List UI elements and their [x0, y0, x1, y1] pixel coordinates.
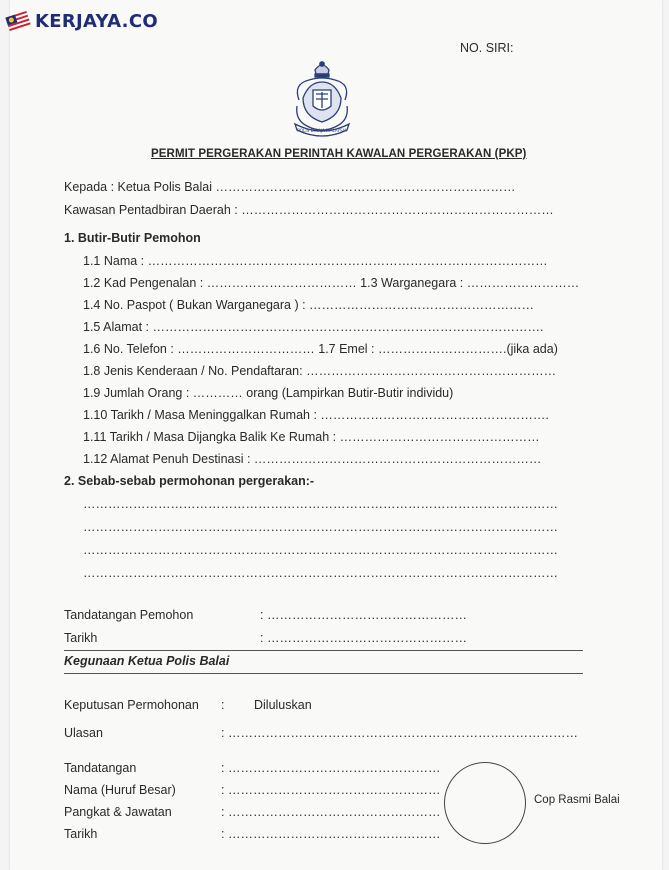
police-crest-icon — [285, 56, 359, 140]
malaysia-flag-icon — [4, 10, 32, 32]
kepada-field[interactable]: Kepada : Ketua Polis Balai ……………………………………………………………… — [64, 180, 516, 194]
officer-signature-label: Tandatangan — [64, 761, 137, 775]
divider-bottom — [64, 673, 583, 674]
reason-line[interactable]: …………………………………………………………………………………………………… — [83, 497, 558, 511]
remarks-label: Ulasan — [64, 726, 103, 740]
decision-colon: : — [221, 698, 225, 712]
decision-value[interactable]: Diluluskan — [254, 698, 312, 712]
official-use-heading: Kegunaan Ketua Polis Balai — [64, 654, 230, 668]
section-reason-heading: 2. Sebab-sebab permohonan pergerakan:- — [64, 474, 315, 488]
passport-field[interactable]: 1.4 No. Paspot ( Bukan Warganegara ) : ……………………………………………… — [83, 298, 535, 312]
officer-signature-field[interactable]: : …………………………………………… — [221, 761, 441, 775]
reason-line[interactable]: …………………………………………………………………………………………………… — [83, 520, 558, 534]
applicant-date-field[interactable]: : ………………………………………… — [260, 631, 467, 645]
return-time-field[interactable]: 1.11 Tarikh / Masa Dijangka Balik Ke Rumah : ………………………………………… — [83, 430, 540, 444]
officer-name-label: Nama (Huruf Besar) — [64, 783, 176, 797]
official-stamp-area[interactable] — [444, 762, 526, 844]
kawasan-field[interactable]: Kawasan Pentadbiran Daerah : ………………………………………………………………… — [64, 203, 554, 217]
officer-rank-label: Pangkat & Jawatan — [64, 805, 172, 819]
serial-number-label: NO. SIRI: — [460, 41, 514, 55]
remarks-field[interactable]: : ………………………………………………………………………… — [221, 726, 578, 740]
applicant-signature-label: Tandatangan Pemohon — [64, 608, 194, 622]
brand-logo[interactable] — [4, 10, 158, 32]
stamp-label: Cop Rasmi Balai — [534, 794, 620, 806]
officer-name-field[interactable]: : …………………………………………… — [221, 783, 441, 797]
officer-date-field[interactable]: : …………………………………………… — [221, 827, 441, 841]
applicant-signature-field[interactable]: : ………………………………………… — [260, 608, 467, 622]
divider-top — [64, 650, 583, 651]
address-field[interactable]: 1.5 Alamat : …………………………………………………………………………………. — [83, 320, 544, 334]
brand-name: KERJAYA.CO — [35, 10, 158, 32]
svg-text:POLIS DIRAJA MALAYSIA: POLIS DIRAJA MALAYSIA — [297, 128, 347, 133]
name-field[interactable]: 1.1 Nama : …………………………………………………………………………………… — [83, 254, 548, 268]
reason-line[interactable]: …………………………………………………………………………………………………… — [83, 543, 558, 557]
section-applicant-heading: 1. Butir-Butir Pemohon — [64, 231, 201, 245]
officer-rank-field[interactable]: : …………………………………………… — [221, 805, 441, 819]
permit-title: PERMIT PERGERAKAN PERINTAH KAWALAN PERGERAKAN (PKP) — [151, 148, 527, 160]
decision-label: Keputusan Permohonan — [64, 698, 199, 712]
vehicle-field[interactable]: 1.8 Jenis Kenderaan / No. Pendaftaran: …………………………………………………… — [83, 364, 557, 378]
officer-date-label: Tarikh — [64, 827, 98, 841]
phone-email-field[interactable]: 1.6 No. Telefon : …………………………… 1.7 Emel : ………………………….(jika ada) — [83, 342, 558, 356]
people-count-field[interactable]: 1.9 Jumlah Orang : ………… orang (Lampirkan Butir-Butir individu) — [83, 386, 454, 400]
reason-line[interactable]: …………………………………………………………………………………………………… — [83, 566, 558, 580]
leave-time-field[interactable]: 1.10 Tarikh / Masa Meninggalkan Rumah : ………………………………………………. — [83, 408, 549, 422]
ic-citizenship-field[interactable]: 1.2 Kad Pengenalan : ……………………………… 1.3 Warganegara : ……………………… — [83, 276, 580, 290]
destination-field[interactable]: 1.12 Alamat Penuh Destinasi : …………………………………………………………… — [83, 452, 542, 466]
applicant-date-label: Tarikh — [64, 631, 98, 645]
